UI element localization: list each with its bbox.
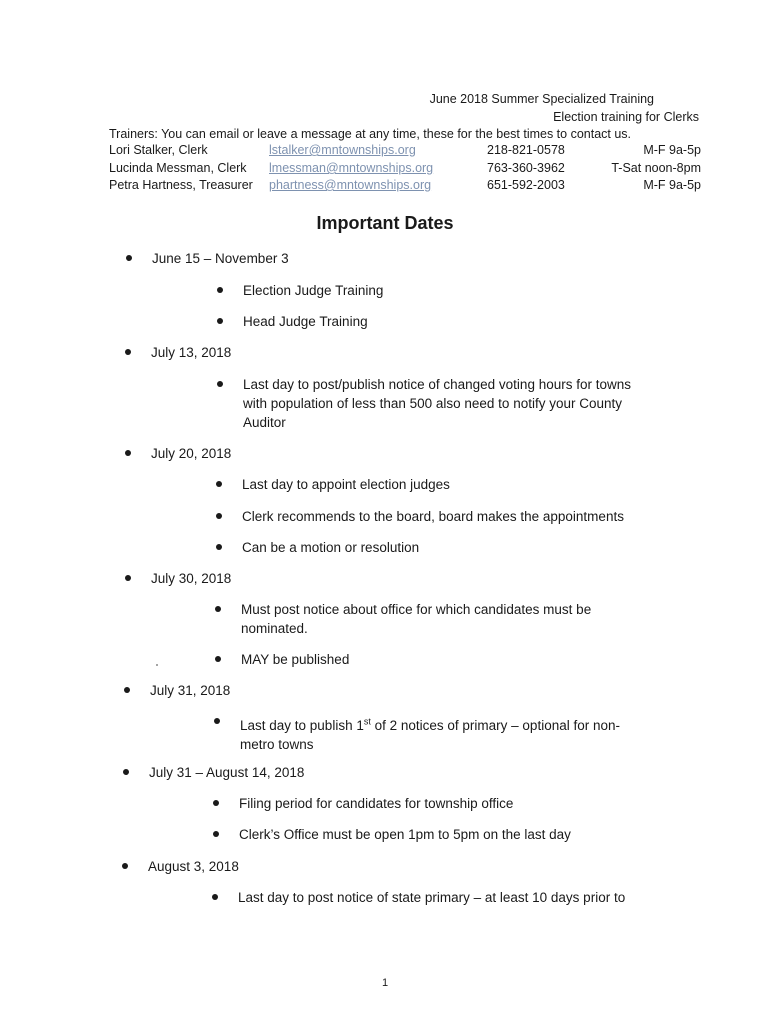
trainer-email-link[interactable]: lstalker@mntownships.org <box>269 143 416 157</box>
header-training-subtitle: Election training for Clerks <box>553 110 699 124</box>
trainer-phone: 218-821-0578 <box>487 143 565 157</box>
trainer-name: Petra Hartness, Treasurer <box>109 178 253 192</box>
list-item <box>242 538 652 557</box>
bullet-icon <box>215 606 221 612</box>
bullet-icon <box>217 318 223 324</box>
bullet-icon <box>125 349 131 355</box>
bullet-icon <box>216 481 222 487</box>
list-item-text <box>240 718 620 752</box>
bullet-icon <box>216 513 222 519</box>
trainer-email-link[interactable]: lmessman@mntownships.org <box>269 161 434 175</box>
bullet-icon <box>212 894 218 900</box>
date-label: July 31 – August 14, 2018 <box>149 765 305 780</box>
page-title: Important Dates <box>316 213 454 233</box>
trainer-hours: T-Sat noon-8pm <box>611 161 701 175</box>
list-item <box>239 825 649 844</box>
list-item <box>243 375 653 432</box>
bullet-icon <box>215 656 221 662</box>
list-item <box>240 712 650 754</box>
trainer-row <box>109 161 701 179</box>
date-heading <box>150 681 230 700</box>
bullet-icon <box>213 831 219 837</box>
bullet-icon <box>125 575 131 581</box>
list-item-text: MAY be published <box>241 652 350 667</box>
trainer-email-link[interactable]: phartness@mntownships.org <box>269 178 432 192</box>
bullet-icon <box>216 544 222 550</box>
list-item <box>238 888 658 907</box>
list-item <box>241 650 651 669</box>
page-number: 1 <box>381 977 389 989</box>
bullet-icon <box>126 255 132 261</box>
date-label: July 20, 2018 <box>151 446 232 461</box>
trainer-phone: 763-360-3962 <box>487 161 565 175</box>
bullet-icon <box>123 769 129 775</box>
list-item <box>242 475 652 494</box>
list-item-text: Head Judge Training <box>243 314 368 329</box>
date-heading <box>148 857 239 876</box>
list-item <box>241 600 626 638</box>
date-label: July 31, 2018 <box>150 683 231 698</box>
list-item <box>239 794 649 813</box>
date-heading <box>151 444 231 463</box>
list-item-text: Last day to appoint election judges <box>242 477 450 492</box>
trainer-name: Lori Stalker, Clerk <box>109 143 208 157</box>
list-item <box>242 507 662 526</box>
list-item <box>243 281 653 300</box>
bullet-icon <box>214 718 220 724</box>
list-item-text: Last day to post notice of state primary – at least 10 days prior to <box>238 890 626 905</box>
text-fragment: Last day to publish 1 <box>240 717 364 733</box>
date-label: July 30, 2018 <box>151 571 232 586</box>
bullet-icon <box>125 450 131 456</box>
bullet-icon <box>122 863 128 869</box>
bullet-icon <box>217 381 223 387</box>
date-label: August 3, 2018 <box>148 859 239 874</box>
trainer-hours: M-F 9a-5p <box>643 143 701 157</box>
date-label: June 15 – November 3 <box>152 251 289 266</box>
trainer-name: Lucinda Messman, Clerk <box>109 161 247 175</box>
list-item <box>243 312 653 331</box>
list-item-text: Clerk recommends to the board, board makes the appointments <box>242 509 624 524</box>
date-heading <box>149 763 304 782</box>
list-item-text: Last day to post/publish notice of changed voting hours for towns with population of less than 500 also need to notify your County Auditor <box>243 377 631 430</box>
list-item-text: Filing period for candidates for township office <box>239 796 514 811</box>
list-item-text: Clerk’s Office must be open 1pm to 5pm on the last day <box>239 827 571 842</box>
list-item-text: Can be a motion or resolution <box>242 540 420 555</box>
trainer-phone: 651-592-2003 <box>487 178 565 192</box>
date-heading <box>152 249 289 268</box>
bullet-icon <box>217 287 223 293</box>
trainer-row <box>109 178 701 196</box>
trainer-hours: M-F 9a-5p <box>643 178 701 192</box>
list-item-text: Election Judge Training <box>243 283 384 298</box>
bullet-icon <box>213 800 219 806</box>
list-item-text: Must post notice about office for which candidates must be nominated. <box>241 602 592 636</box>
text-fragment: of 2 notices of primary – optional for non-metro towns <box>240 717 620 752</box>
header-training-title: June 2018 Summer Specialized Training <box>429 92 654 106</box>
date-heading <box>151 569 231 588</box>
trainers-intro: Trainers: You can email or leave a message at any time, these for the best times to contact us. <box>109 127 632 141</box>
date-label: July 13, 2018 <box>151 345 232 360</box>
date-heading <box>151 343 231 362</box>
bullet-icon <box>124 687 130 693</box>
trainer-row <box>109 143 701 161</box>
superscript: st <box>363 716 371 726</box>
scan-speck <box>156 664 158 666</box>
